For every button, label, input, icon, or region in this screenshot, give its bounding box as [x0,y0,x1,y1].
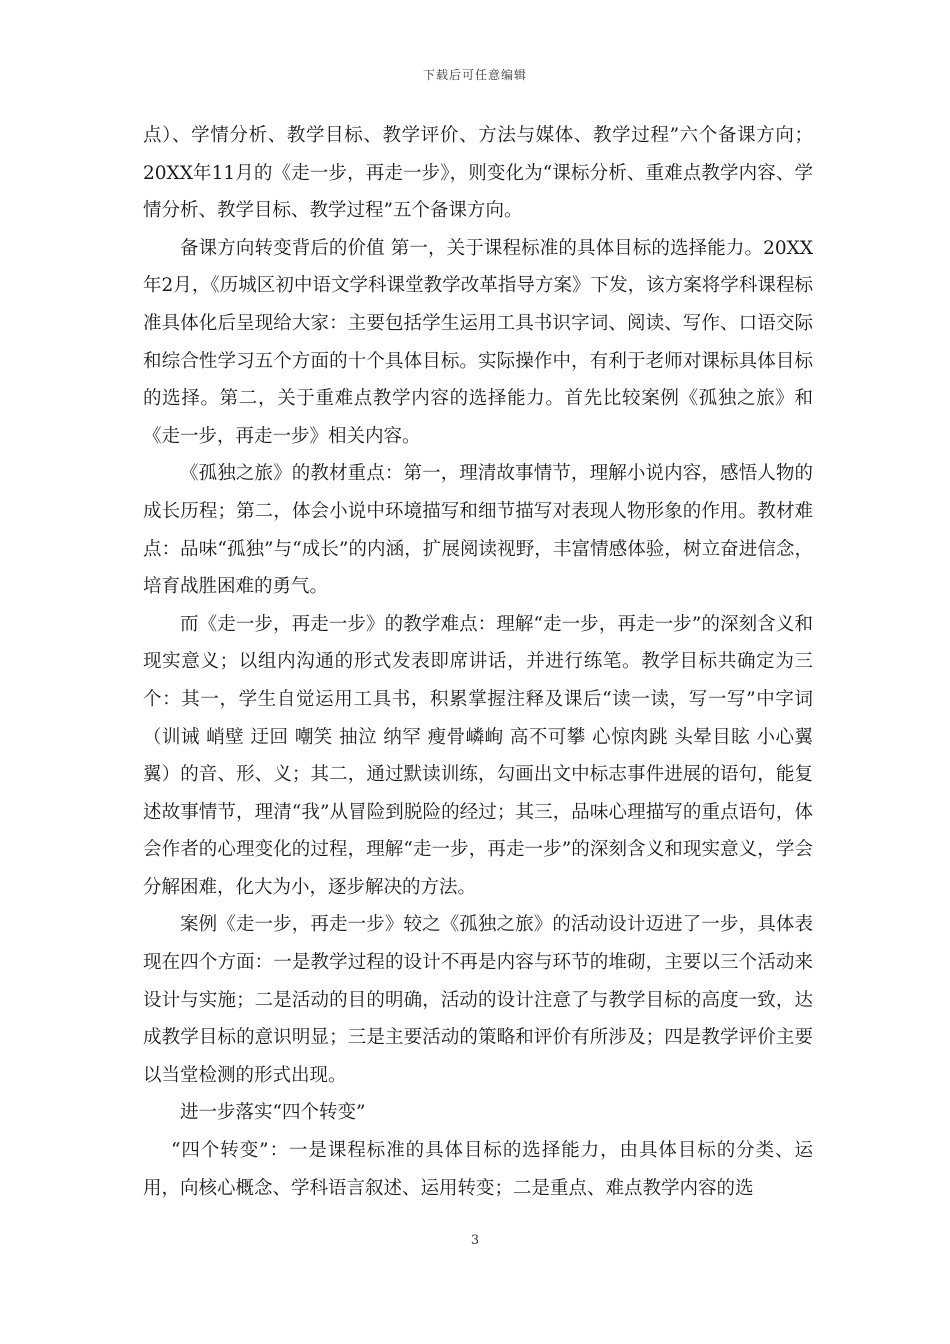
paragraph: 点）、学情分析、教学目标、教学评价、方法与媒体、教学过程”六个备课方向；20XX年11月的《走一步，再走一步》，则变化为“课标分析、重难点教学内容、学情分析、教学目标、教学过程”五个备课方向。 [143,125,813,222]
paragraph: 而《走一步，再走一步》的教学难点：理解“走一步，再走一步”的深刻含义和现实意义；以组内沟通的形式发表即席讲话，并进行练笔。教学目标共确定为三个：其一，学生自觉运用工具书，积累掌握注释及课后“读一读，写一写”中字词（训诫 峭壁 迂回 嘲笑 抽泣 纳罕 瘦骨嶙峋 高不可攀 心惊肉跳 头晕目眩 小心翼翼）的音、形、义；其二，通过默读训练，勾画出文中标志事件进展的语句，能复述故事情节，理清“我”从冒险到脱险的经过；其三，品味心理描写的重点语句，体会作者的心理变化的过程，理解“走一步，再走一步”的深刻含义和现实意义，学会分解困难，化大为小，逐步解决的方法。 [143,613,813,898]
page-header: 下载后可任意编辑 [422,68,527,82]
paragraph: 备课方向转变背后的价值 第一，关于课程标准的具体目标的选择能力。20XX年2月，《历城区初中语文学科课堂教学改革指导方案》下发，该方案将学科课程标准具体化后呈现给大家：主要包括学生运用工具书识字词、阅读、写作、口语交际和综合性学习五个方面的十个具体目标。实际操作中，有利于老师对课标具体目标的选择。第二，关于重难点教学内容的选择能力。首先比较案例《孤独之旅》和《走一步，再走一步》相关内容。 [143,237,813,447]
paragraph: 《孤独之旅》的教材重点：第一，理清故事情节，理解小说内容，感悟人物的成长历程；第二，体会小说中环境描写和细节描写对表现人物形象的作用。教材难点：品味“孤独”与“成长”的内涵，扩展阅读视野，丰富情感体验，树立奋进信念，培育战胜困难的勇气。 [143,463,813,598]
section-heading: 进一步落实“四个转变” [180,1102,366,1124]
document-body [143,117,813,1207]
page-number: 3 [470,1233,480,1248]
paragraph: 案例《走一步，再走一步》较之《孤独之旅》的活动设计迈进了一步，具体表现在四个方面：一是教学过程的设计不再是内容与环节的堆砌，主要以三个活动来设计与实施；二是活动的目的明确，活动的设计注意了与教学目标的高度一致，达成教学目标的意识明显；三是主要活动的策略和评价有所涉及；四是教学评价主要以当堂检测的形式出现。 [143,914,813,1086]
paragraph: “四个转变”：一是课程标准的具体目标的选择能力，由具体目标的分类、运用，向核心概念、学科语言叙述、运用转变；二是重点、难点教学内容的选 [143,1140,813,1199]
